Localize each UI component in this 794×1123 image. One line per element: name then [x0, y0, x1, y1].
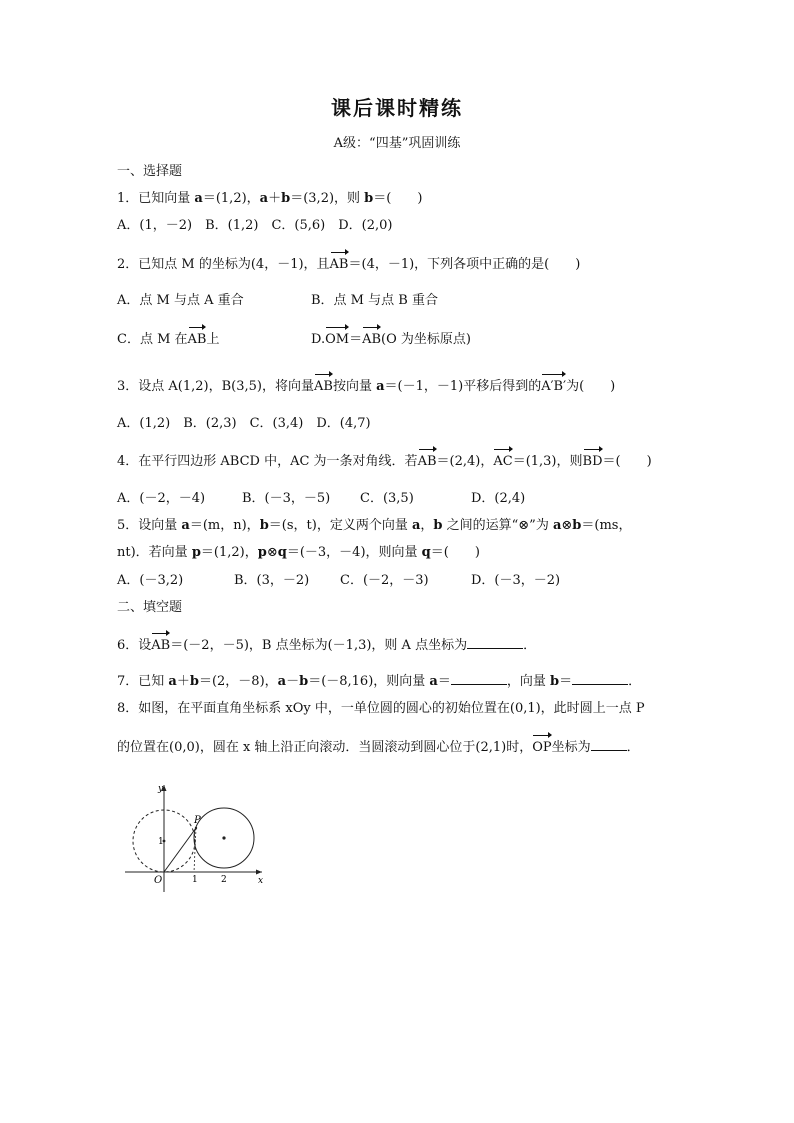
- answer-blank[interactable]: [572, 672, 628, 685]
- question-2-option-b: B．点 M 与点 B 重合: [311, 293, 438, 308]
- answer-blank[interactable]: [591, 738, 627, 751]
- question-5-option-d: D．(－3，－2): [471, 573, 561, 588]
- page-subtitle: A级：“四基”巩固训练: [333, 136, 461, 151]
- point-p: [195, 827, 197, 829]
- point-p-label: P: [194, 815, 201, 826]
- question-4-option-b: B．(－3，－5): [242, 491, 331, 506]
- question-8-stem-line2: 的位置在(0,0)，圆在 x 轴上沿正向滚动．当圆滚动到圆心位于(2,1)时，OP坐标为 ．: [117, 740, 640, 755]
- question-4-option-c: C．(3,5): [360, 491, 414, 506]
- answer-blank[interactable]: [451, 672, 507, 685]
- section-heading-fill: 二、填空题: [117, 600, 183, 615]
- question-5-stem-line2: nt)．若向量 p＝(1,2)，p⊗q＝(－3，－4)，则向量 q＝( ): [117, 545, 480, 560]
- page-title: 课后课时精练: [331, 96, 463, 120]
- question-5-option-a: A．(－3,2): [117, 573, 184, 588]
- question-5-option-c: C．(－2，－3): [340, 573, 429, 588]
- question-8-stem-line1: 8．如图，在平面直角坐标系 xOy 中，一单位圆的圆心的初始位置在(0,1)，此时圆上一点 P: [117, 701, 645, 716]
- x-tick-2: 2: [221, 875, 227, 885]
- question-2-option-d: D.OM＝AB(O 为坐标原点): [311, 332, 471, 347]
- answer-blank[interactable]: [467, 636, 523, 649]
- question-1-stem: 1．已知向量 a＝(1,2)，a＋b＝(3,2)，则 b＝( ): [117, 191, 423, 206]
- question-7-stem: 7．已知 a＋b＝(2，－8)，a－b＝(－8,16)，则向量 a＝ ，向量 b＝ ．: [117, 674, 642, 689]
- question-1-options: A．(1，－2) B．(1,2) C．(5,6) D．(2,0): [117, 218, 393, 233]
- question-6-stem: 6．设AB＝(－2，－5)，B 点坐标为(－1,3)，则 A 点坐标为 ．: [117, 638, 537, 653]
- x-axis-arrow: [256, 870, 262, 875]
- question-3-stem: 3．设点 A(1,2)，B(3,5)，将向量AB按向量 a＝(－1，－1)平移后得到的A′B′为( ): [117, 379, 616, 394]
- question-2-option-c: C．点 M 在AB上: [117, 332, 220, 347]
- section-heading-choice: 一、选择题: [117, 164, 183, 179]
- segment-op: [164, 828, 196, 872]
- question-3-options: A．(1,2) B．(2,3) C．(3,4) D．(4,7): [117, 416, 371, 431]
- question-5-stem-line1: 5．设向量 a＝(m，n)，b＝(s，t)，定义两个向量 a，b 之间的运算“⊗”为 a⊗b＝(ms，: [117, 518, 632, 533]
- question-4-option-a: A．(－2，－4): [117, 491, 206, 506]
- y-axis-label: y: [158, 784, 164, 794]
- x-axis-label: x: [258, 876, 264, 886]
- origin-label: O: [154, 875, 163, 886]
- y-tick-1: 1: [158, 837, 164, 847]
- question-2-stem: 2．已知点 M 的坐标为(4，－1)，且AB＝(4，－1)，下列各项中正确的是( ): [117, 257, 581, 272]
- x-tick-1: 1: [192, 875, 198, 885]
- question-2-option-a: A．点 M 与点 A 重合: [117, 293, 244, 308]
- question-4-stem: 4．在平行四边形 ABCD 中，AC 为一条对角线．若AB＝(2,4)，AC＝(1,3)，则BD＝( ): [117, 454, 652, 469]
- rolling-circle-figure: [117, 770, 272, 902]
- question-5-option-b: B．(3，－2): [234, 573, 310, 588]
- final-center: [222, 836, 225, 839]
- question-4-option-d: D．(2,4): [471, 491, 526, 506]
